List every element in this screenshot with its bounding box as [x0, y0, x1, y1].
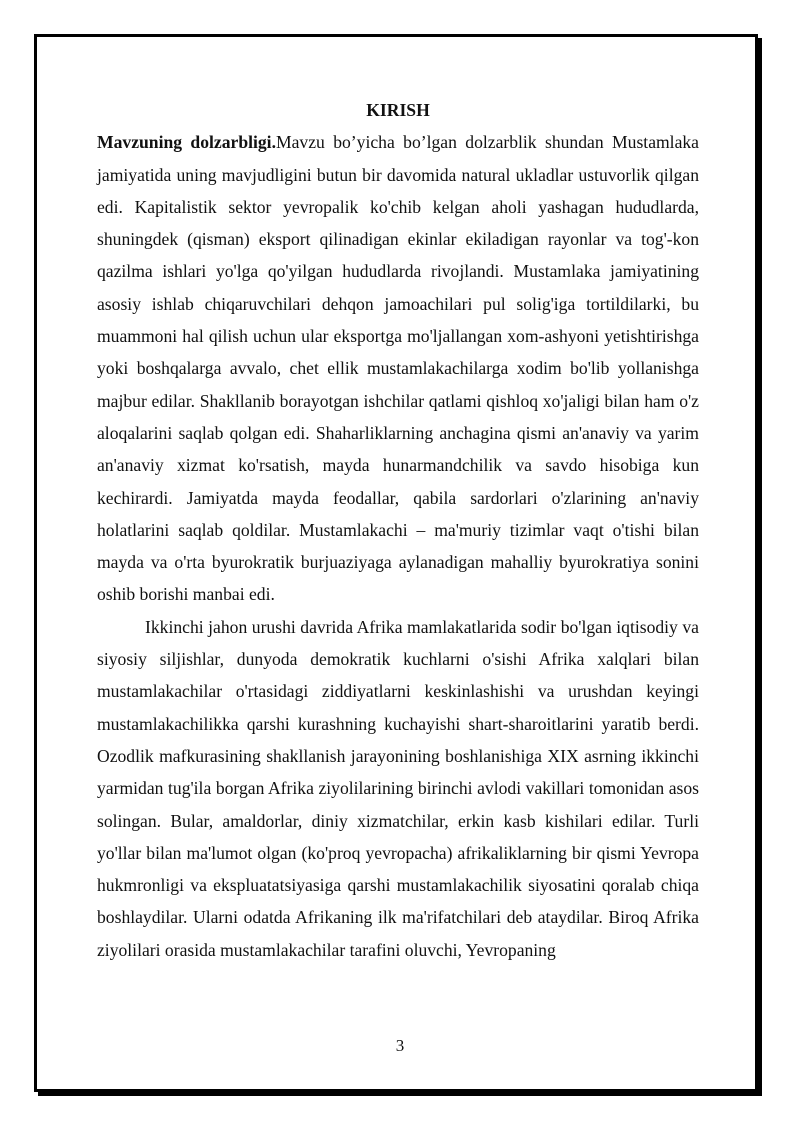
document-body — [97, 94, 699, 966]
section-heading: KIRISH — [366, 100, 430, 120]
intro-body-text: Mavzu bo’yicha bo’lgan dolzarblik shundan Mustamlaka jamiyatida uning mavjudligini butun bir davomida natural ukladlar ustuvorlik qilgan edi. Kapitalistik sektor yevropalik ko'chib kelgan aholi yashagan hududlarda, shuningdek (qisman) eksport qilinadigan ekinlar ekiladigan rayonlar va tog'-kon qazilma ishlari yo'lga qo'yilgan hududlarda rivojlandi. Mustamlaka jamiyatining asosiy ishlab chiqaruvchilari dehqon jamoachilari pul solig'iga tortildilarki, bu muammoni hal qilish uchun ular eksportga mo'ljallangan xom-ashyoni yetishtirishga yoki boshqalarga avvalo, chet ellik mustamlakachilarga xodim bo'lib yollanishga majbur edilar. Shakllanib borayotgan ishchilar qatlami qishloq xo'jaligi bilan ham o'z aloqalarini saqlab qolgan edi. Shaharliklarning anchagina qismi an'anaviy va yarim an'anaviy xizmat ko'rsatish, mayda hunarmandchilik va savdo hisobiga kun kechirardi. Jamiyatda mayda feodallar, qabila sardorlari o'zlarining an'naviy holatlarini saqlab qoldilar. Mustamlakachi – ma'muriy tizimlar vaqt o'tishi bilan mayda va o'rta byurokratik burjuaziyaga aylanadigan mahalliy byurokratiya sonini oshib borishi manbai edi. — [97, 132, 699, 605]
intro-lead-text: Mavzuning dolzarbligi. — [97, 132, 276, 153]
intro-paragraph — [97, 126, 699, 610]
second-paragraph: Ikkinchi jahon urushi davrida Afrika mamlakatlarida sodir bo'lgan iqtisodiy va siyosiy siljishlar, dunyoda demokratik kuchlarni o'sishi Afrika xalqlari bilan mustamlakachilar o'rtasidagi ziddiyatlarni keskinlashishi va urushdan keyingi mustamlakachilikka qarshi kurashning kuchayishi shart-sharoitlarini yaratib berdi. Ozodlik mafkurasining shakllanish jarayonining boshlanishiga XIX asrning ikkinchi yarmidan tug'ila borgan Afrika ziyolilarining birinchi avlodi vakillari tomonidan asos solingan. Bular, amaldorlar, diniy xizmatchilar, erkin kasb kishilari edilar. Turli yo'llar bilan ma'lumot olgan (ko'proq yevropacha) afrikaliklarning bir qismi Yevropa hukmronligi va ekspluatatsiyasiga qarshi mustamlakachilik siyosatini qoralab chiqa boshlaydilar. Ularni odatda Afrikaning ilk ma'rifatchilari deb ataydilar. Biroq Afrika ziyolilari orasida mustamlakachilar tarafini oluvchi, Yevropaning — [97, 616, 699, 960]
page-number: 3 — [395, 1036, 405, 1055]
